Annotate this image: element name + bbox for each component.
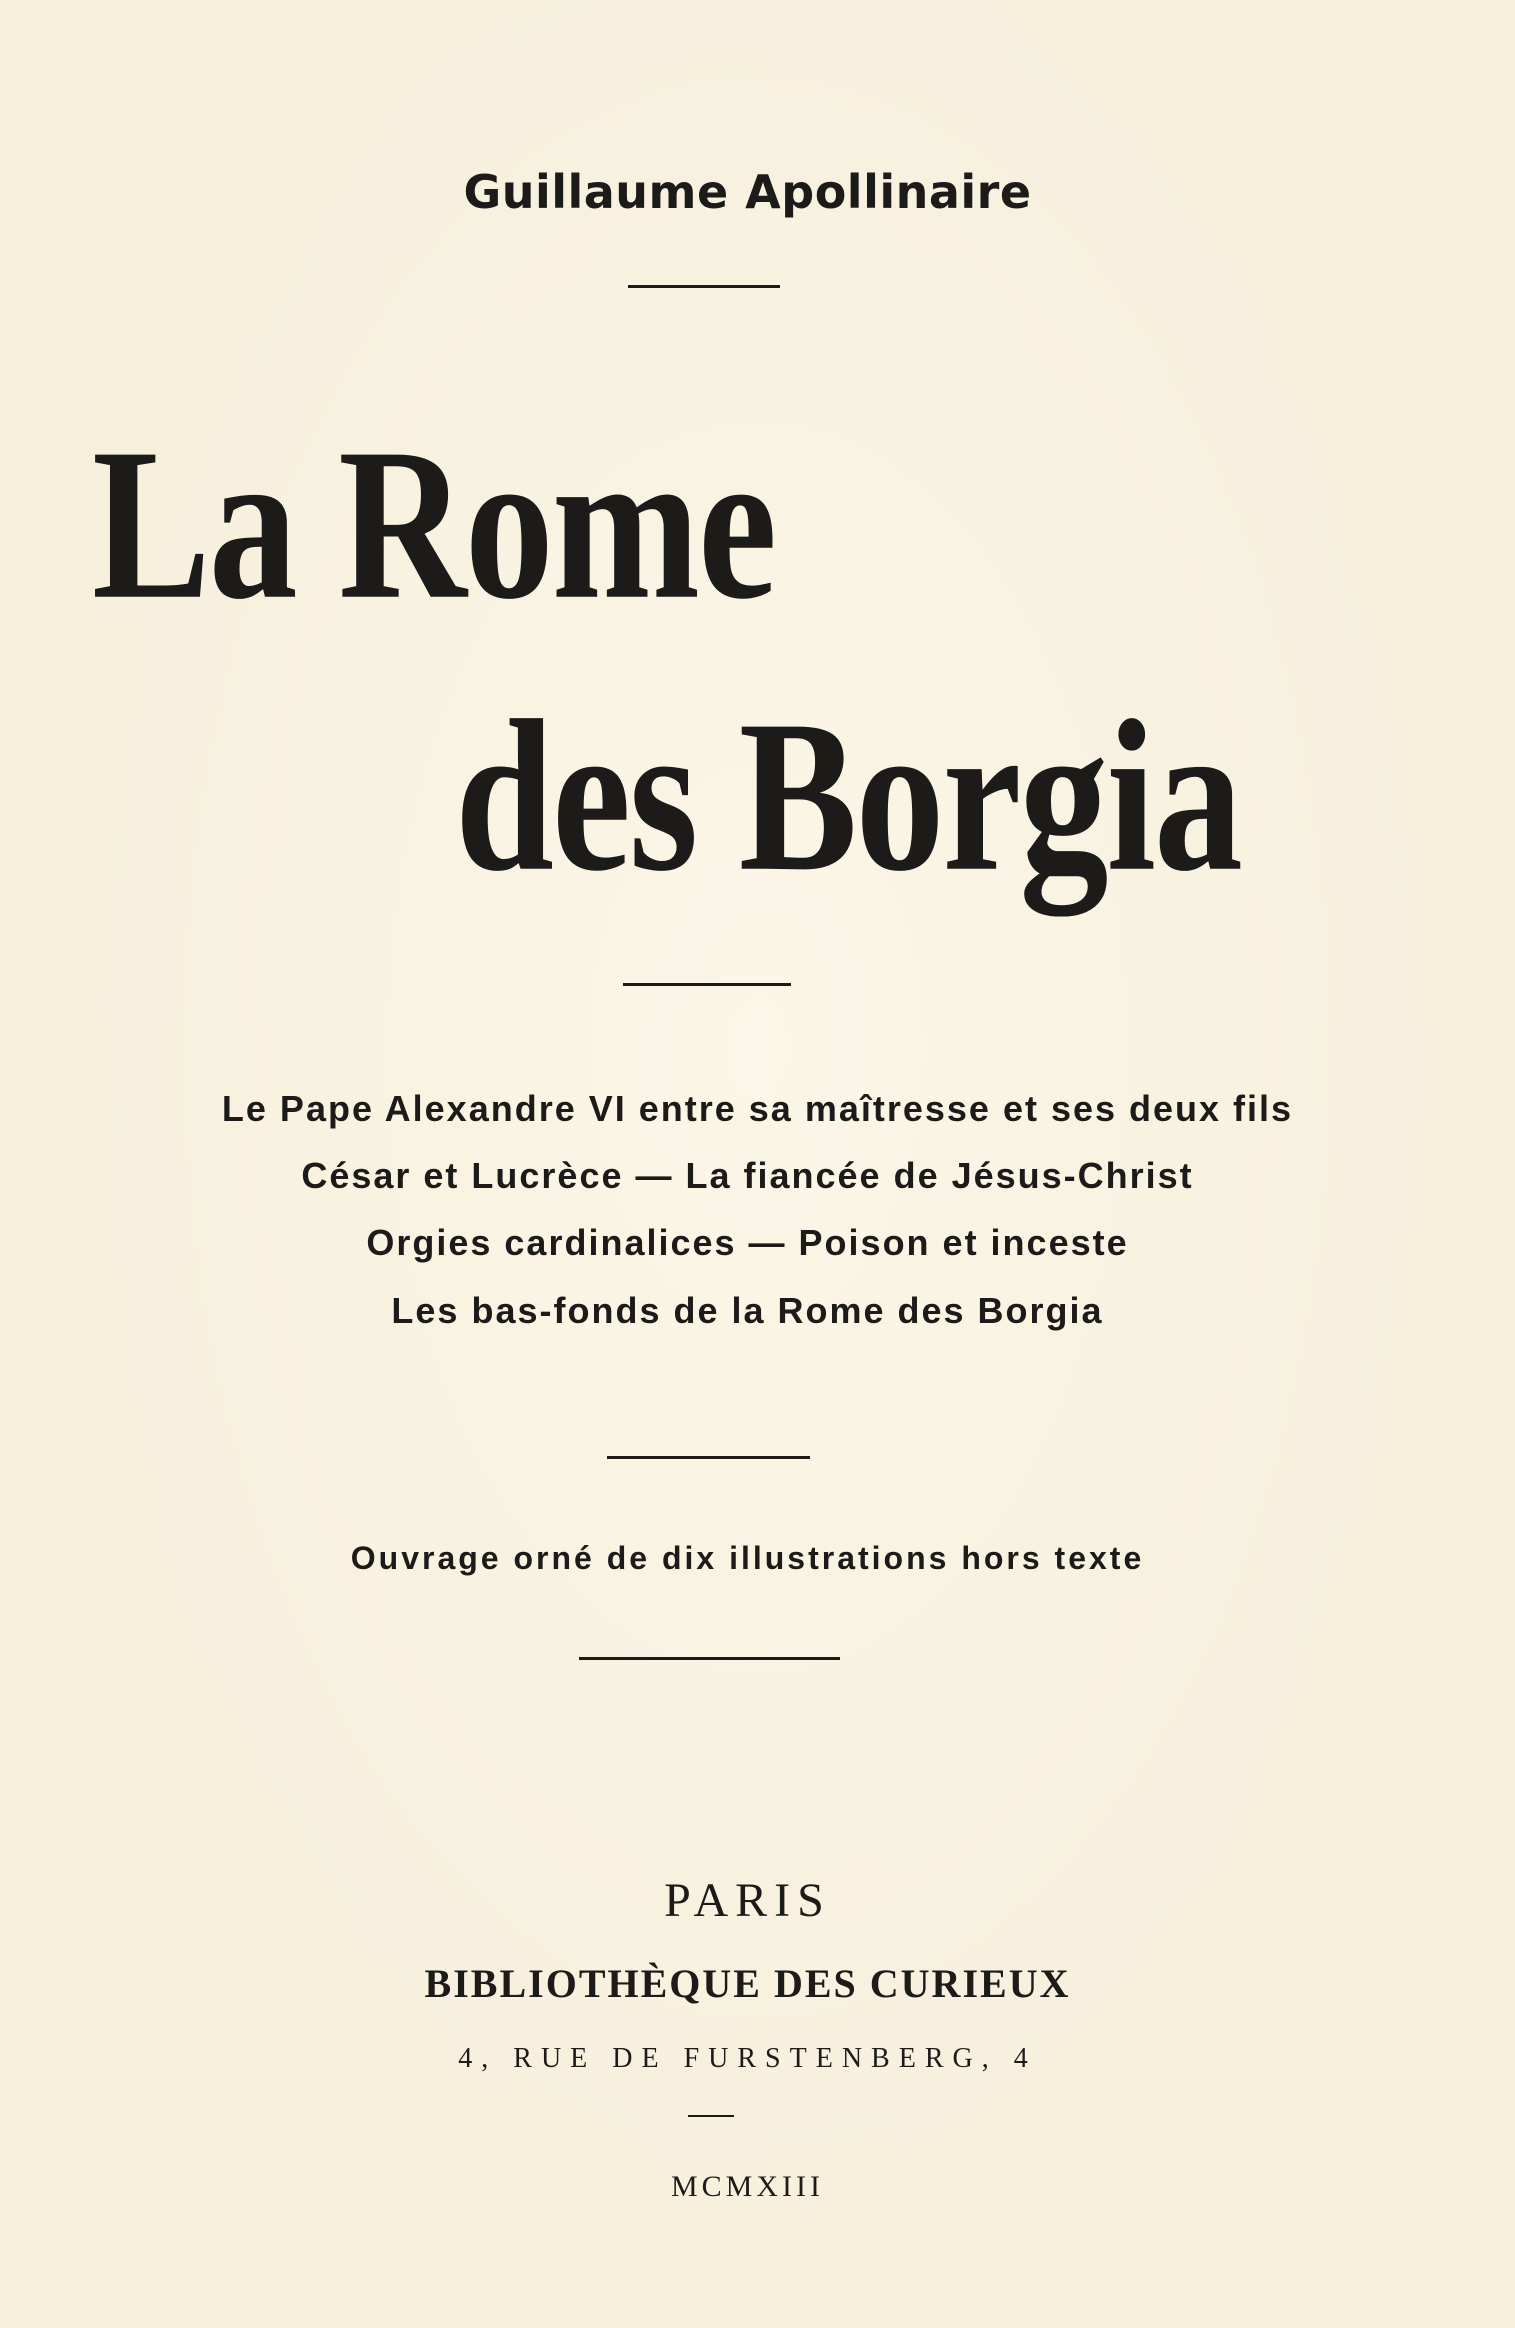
imprint-year: MCMXIII (671, 2170, 824, 2203)
author-name: Guillaume Apollinaire (463, 165, 1032, 219)
subtitle-line: Les bas-fonds de la Rome des Borgia (391, 1290, 1104, 1331)
subtitle-line: Orgies cardinalices — Poison et inceste (366, 1222, 1129, 1263)
divider-rule (688, 2115, 734, 2117)
divider-rule (623, 983, 791, 986)
illustrations-note: Ouvrage orné de dix illustrations hors texte (350, 1540, 1145, 1576)
imprint-publisher: BIBLIOTHÈQUE DES CURIEUX (424, 1961, 1071, 2006)
divider-rule (579, 1657, 840, 1660)
divider-rule (607, 1456, 810, 1459)
imprint-address: 4, RUE DE FURSTENBERG, 4 (458, 2043, 1037, 2074)
book-title-line-1: La Rome (92, 402, 776, 645)
book-title-line-2: des Borgia (455, 674, 1241, 917)
subtitle-line: César et Lucrèce — La fiancée de Jésus-Christ (301, 1155, 1194, 1196)
subtitle-line: Le Pape Alexandre VI entre sa maîtresse et ses deux fils (221, 1088, 1294, 1129)
divider-rule (628, 285, 780, 288)
imprint-city: PARIS (664, 1874, 831, 1927)
